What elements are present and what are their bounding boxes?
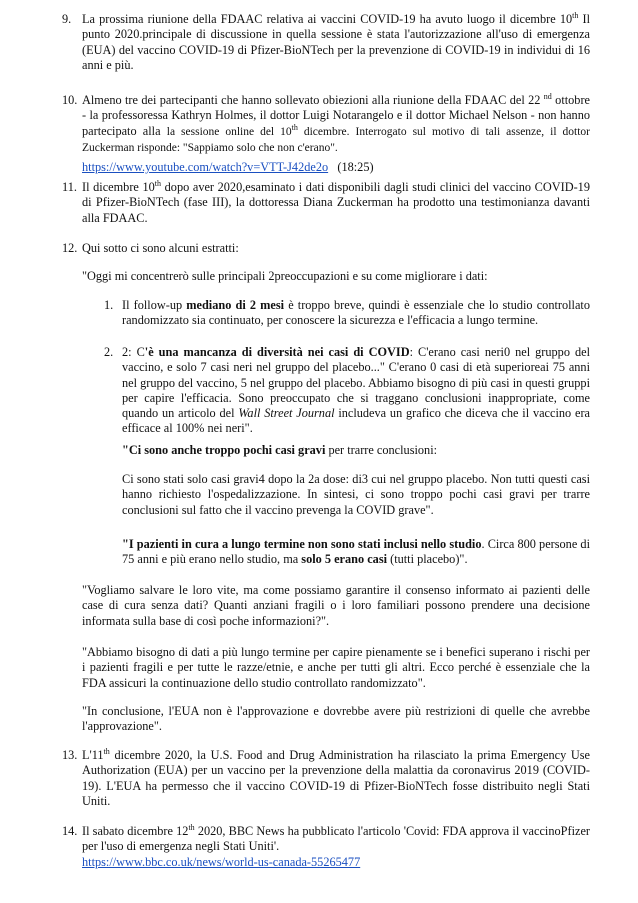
bbc-link[interactable]: https://www.bbc.co.uk/news/world-us-canada-55265477 <box>82 854 361 869</box>
long-term-care-text <box>122 537 590 568</box>
text-run: mediano di 2 mesi <box>186 298 285 312</box>
timestamp: (18:25) <box>337 160 374 175</box>
text-run: Ci sono stati solo casi gravi4 dopo la 2a dose: di3 cui nel gruppo placebo. Non tutti questi casi hanno richiesto l'ospedalizzazione. In sintesi, ci sono troppo pochi casi gravi per trarre conclusioni sul fatto che il vaccino prevenga la COVID grave". <box>122 472 590 517</box>
intro-quote: "Oggi mi concentrerò sulle principali 2preoccupazioni e su come migliorare i dati: <box>82 269 488 283</box>
text-run: Almeno tre dei partecipanti che hanno sollevato obiezioni alla riunione della FDAAC del 22 <box>82 93 544 107</box>
item-number: 10. <box>62 93 78 107</box>
sub-item-number: 2. <box>104 345 114 359</box>
item-number: 11. <box>62 180 77 194</box>
text-run: la sessione online del 10 <box>166 125 292 138</box>
text-run: nd <box>543 91 552 101</box>
item-text <box>82 748 590 809</box>
text-run: th <box>572 10 579 20</box>
text-run: Il follow-up <box>122 298 187 312</box>
item-text <box>82 241 590 256</box>
text-run: Wall Street Journal <box>238 406 335 421</box>
text-run: th <box>154 178 162 188</box>
quote-3: "In conclusione, l'EUA non è l'approvazione e dovrebbe avere più restrizioni di quelle che avrebbe l'approvazione". <box>82 704 590 734</box>
text-run: per trarre conclusioni: <box>325 443 438 457</box>
severe-cases-heading <box>122 443 590 458</box>
text-run: (tutti placebo)". <box>387 552 468 567</box>
text-run: includeva un grafico che diceva che il vaccino era efficace al 100% nei neri". <box>122 406 590 436</box>
text-run: Il dicembre 10 <box>82 180 155 194</box>
text-run: Il sabato dicembre 12 <box>82 824 189 838</box>
text-run: . Circa 800 persone di 75 anni e più erano nello studio, ma <box>122 537 590 567</box>
item-number: 14. <box>62 824 78 838</box>
sub-item-text <box>122 298 590 329</box>
text-run: "I pazienti in cura a lungo termine non sono stati inclusi nello studio <box>122 537 482 551</box>
text-run: "Ci sono anche troppo pochi casi gravi <box>122 443 326 457</box>
item-text <box>82 180 590 226</box>
item-text-content <box>82 824 590 855</box>
item-text <box>82 12 590 73</box>
item-text <box>82 824 590 870</box>
severe-cases-text <box>122 472 590 518</box>
item-number: 12. <box>62 241 78 255</box>
text-run: La prossima riunione della FDAAC relativa ai vaccini COVID-19 ha avuto luogo il dicembre 10 <box>82 12 573 26</box>
youtube-link[interactable]: https://www.youtube.com/watch?v=VTT-J42de2o <box>82 160 329 175</box>
text-run: è troppo breve, quindi è essenziale che lo studio controllato randomizzato sia continuato, per conoscere la sicurezza e l'efficacia a lungo termine. <box>122 298 590 328</box>
text-run: solo 5 erano casi <box>301 552 388 567</box>
text-run: L'11 <box>82 748 104 762</box>
text-run: 'è una mancanza di diversità nei casi di COVID <box>144 345 410 359</box>
item-text-content <box>82 93 590 156</box>
text-run: : C'erano casi neri0 nel gruppo del vaccino, e solo 7 casi neri nel gruppo del placebo..." C'erano 0 casi di età superioreai 75 anni nel gruppo del vaccino, 5 nel gruppo del placebo. Abbiamo bisogno di più casi in questi gruppi per capire l'efficacia. Sono preoccupato che si traggano conclusioni inappropriate, come quando un articolo del <box>122 345 591 421</box>
text-run: dopo aver 2020,esaminato i dati disponibili dagli studi clinici del vaccino COVID-19 di Pfizer-BioNTech (fase III), la dottoressa Diana Zuckerman ha prodotto una testimonianza davanti alla FDAAC. <box>82 180 590 225</box>
text-run: Il punto 2020.principale di discussione in quella sessione è stata l'autorizzazione all'uso di emergenza (EUA) del vaccino COVID-19 di Pfizer-BioNTech per la prevenzione di COVID-19 in individui di 16 anni e più. <box>82 12 590 72</box>
text-run: th <box>291 122 298 132</box>
sub-item-text <box>122 345 590 437</box>
text-run: Qui sotto ci sono alcuni estratti: <box>82 241 239 255</box>
text-run: 2: C <box>122 345 145 359</box>
sub-item-number: 1. <box>104 298 114 312</box>
item-number: 13. <box>62 748 78 762</box>
text-run: dicembre. Interrogato sul motivo di tali assenze, il dottor Zuckerman risponde: "Sappiamo solo che non c'erano". <box>82 125 590 154</box>
text-run: 2020, BBC News ha pubblicato l'articolo 'Covid: FDA approva il vaccinoPfizer per l'uso di emergenza negli Stati Uniti'. <box>82 824 590 854</box>
item-number: 9. <box>62 12 72 26</box>
text-run: dicembre 2020, la U.S. Food and Drug Administration ha rilasciato la prima Emergency Use Authorization (EUA) per un vaccino per la prevenzione della malattia da coronavirus 2019 (COVID- 19). L'EUA ha permesso che il vaccino COVID-19 di Pfizer-BioNTech fosse distribuito negli Stati Uniti. <box>82 748 590 808</box>
item-text <box>82 93 590 175</box>
quote-1: "Vogliamo salvare le loro vite, ma come possiamo garantire il consenso informato ai pazienti delle case di cura senza dati? Quanti anziani fragili o i loro familiari possono prendere una decisione informata sulla base di così poche informazioni?". <box>82 583 590 628</box>
quote-2: "Abbiamo bisogno di dati a più lungo termine per capire pienamente se i benefici superano i rischi per i pazienti fragili e per tutte le razze/etnie, e anche per tutti gli altri. Ecco perché è essenziale che la FDA assicuri la continuazione dello studio controllato randomizzato". <box>82 645 590 690</box>
text-run: th <box>103 746 110 756</box>
text-run: ottobre - la professoressa Kathryn Holmes, il dottor Luigi Notarangelo e il dottor Michael Nelson - non hanno partecipato alla <box>82 93 591 138</box>
text-run: th <box>188 822 195 832</box>
